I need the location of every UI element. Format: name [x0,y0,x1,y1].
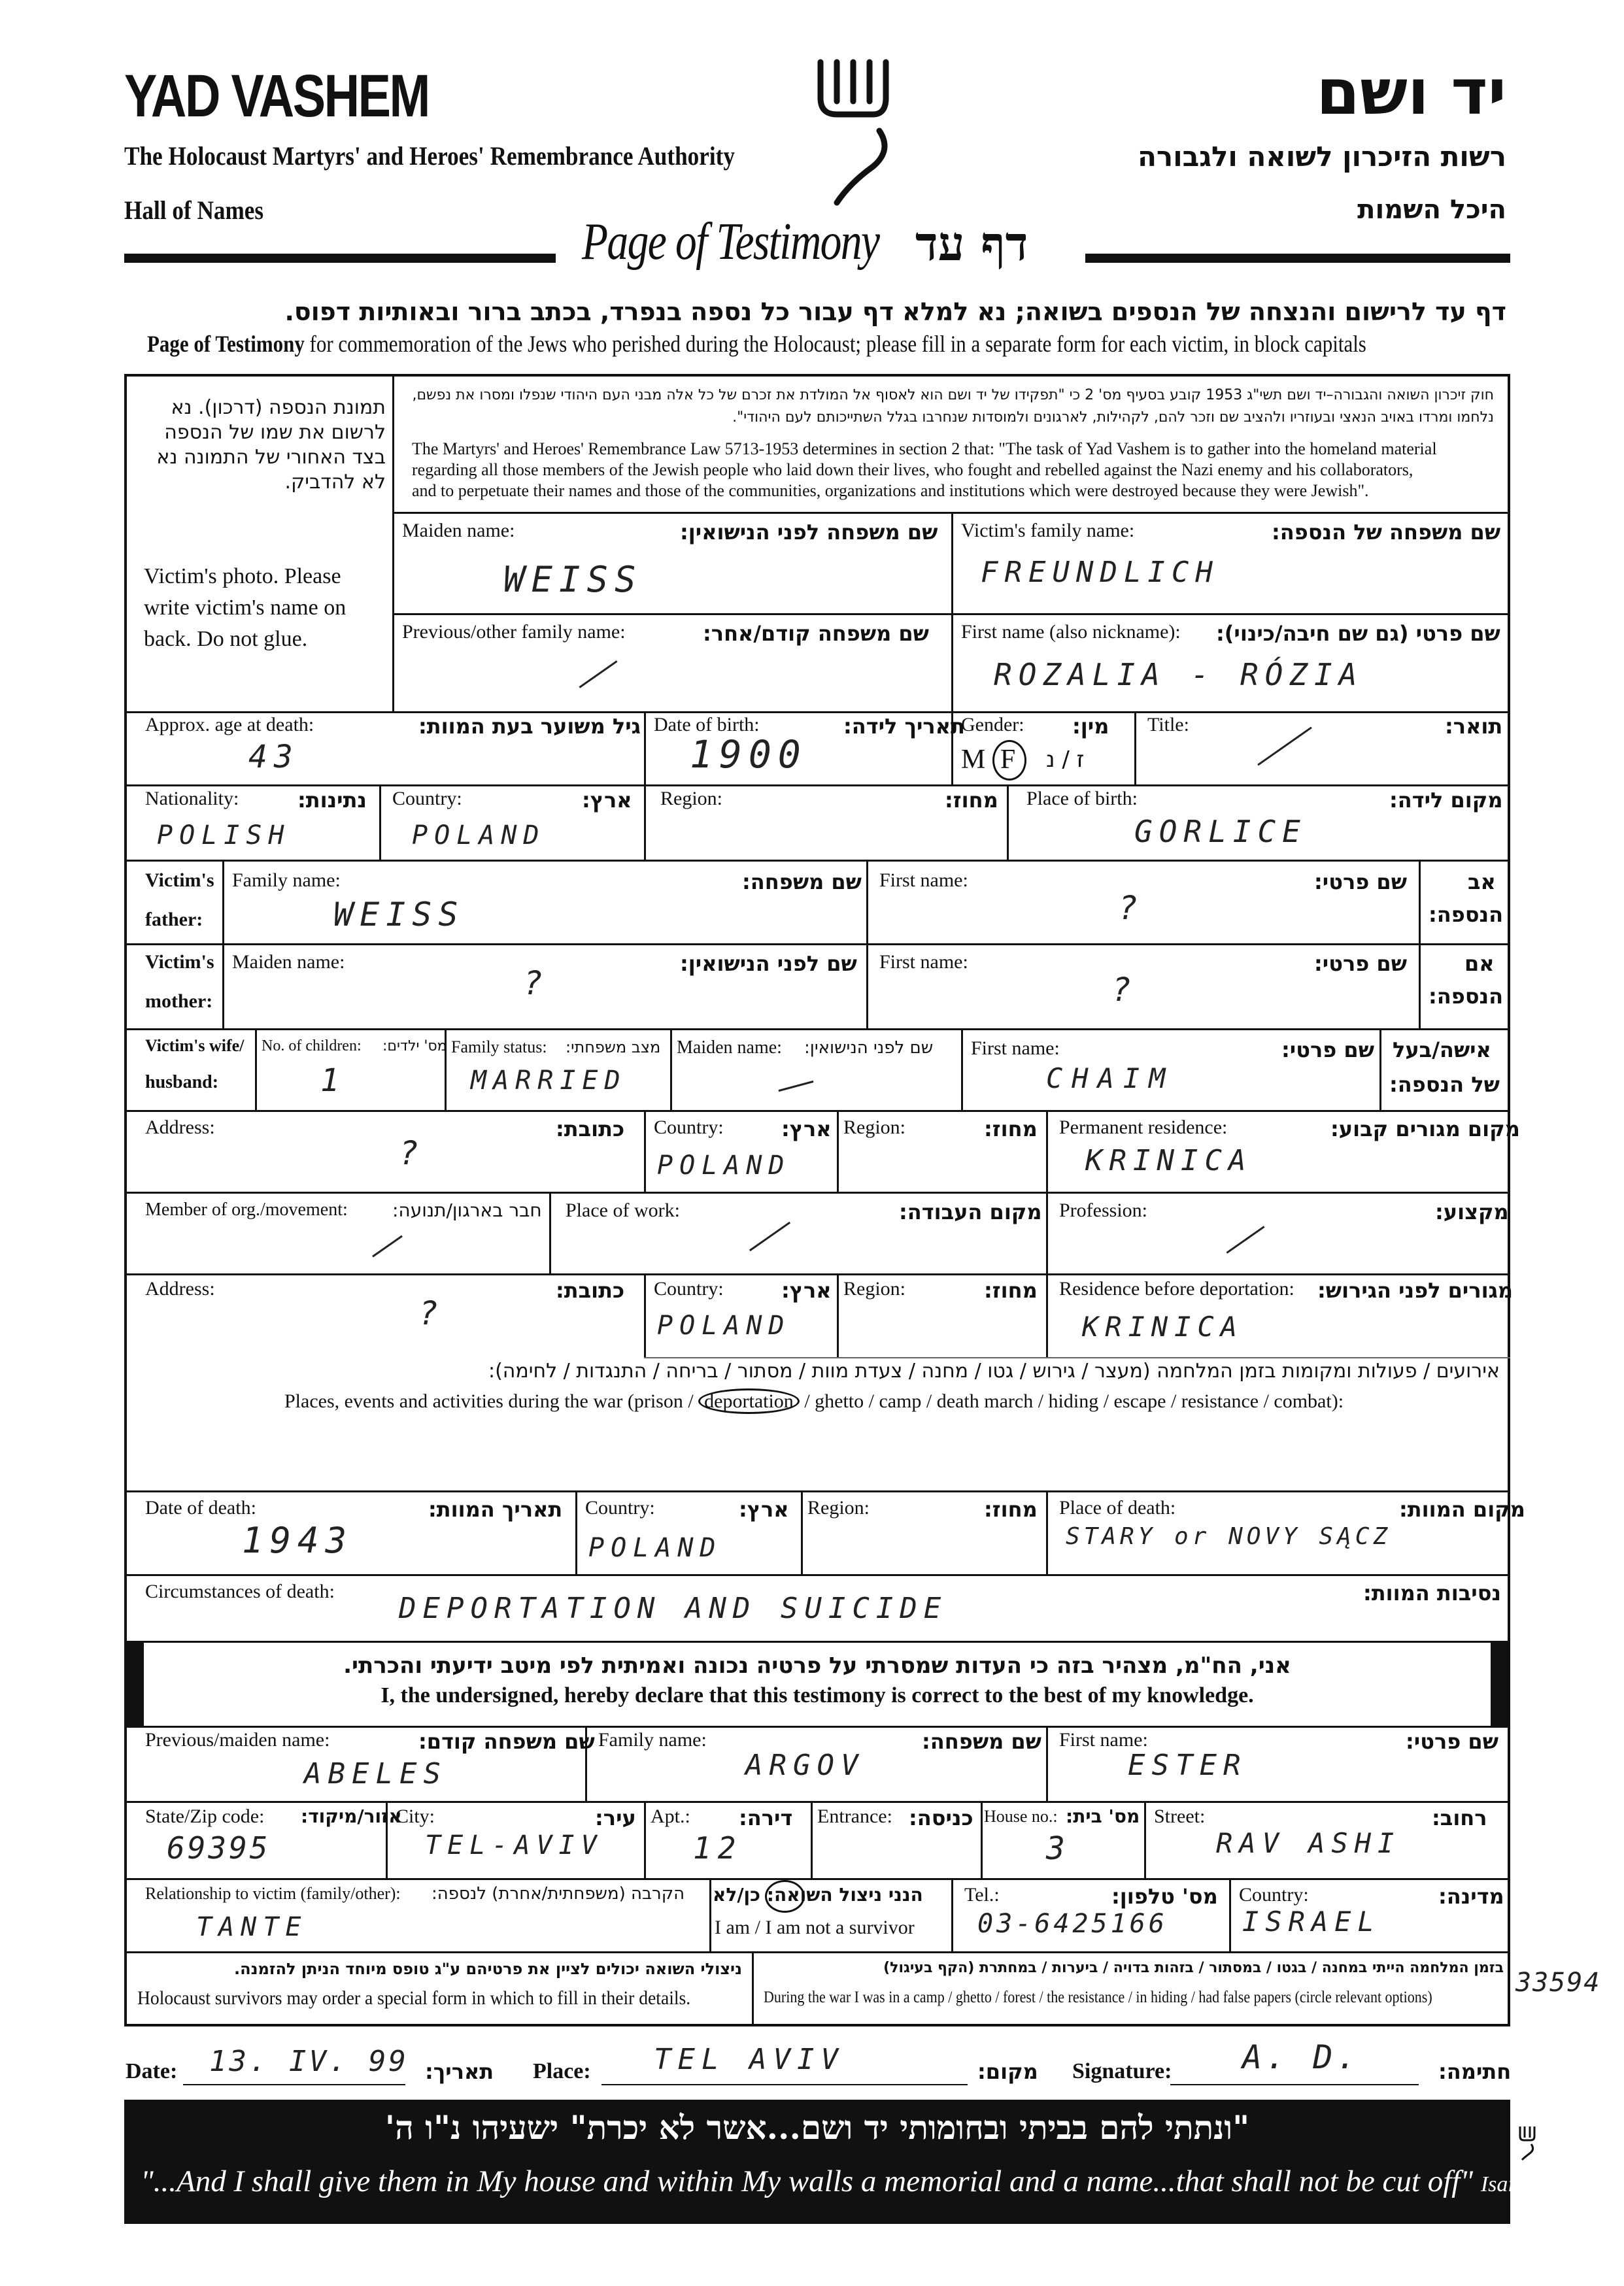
permanent-residence-label-he: מקום מגורים קבוע: [1330,1117,1520,1141]
gender-options-he: ז / נ [1046,747,1085,773]
submitter-first-label: First name: [1059,1729,1148,1751]
zip-label: State/Zip code: [145,1806,265,1827]
footer-quote-he: "ונתתי להם בביתי ובחומותי יד ושם...אשר לא יכרת" ישעיהו נ"ו ה' [384,2108,1250,2147]
authority-he: רשות הזיכרון לשואה ולגבורה [1138,141,1506,173]
birth-country-label-he: ארץ: [582,788,632,813]
death-circumstances-label-he: נסיבות המוות: [1363,1581,1501,1605]
entrance-label: Entrance: [817,1806,892,1827]
nationality-value[interactable]: POLISH [157,820,291,850]
declaration-he: אני, הח"מ, מצהיר בזה כי העדות שמסרתי על פרטיה נכונה ואמיתית לפי מיטב ידיעתי והכרתי. [343,1653,1291,1679]
law-text-en-1: The Martyrs' and Heroes' Remembrance Law 5713-1953 determines in section 2 that: "The task of Yad Vashem is to gather into the homeland material [412,439,1437,458]
photo-instructions-he: תמונת הנספה (דרכון). נא לרשום את שמו של הנספה בצד האחורי של התמונה נא לא להדביק. [156,396,386,494]
address1-value[interactable]: ? [399,1134,426,1172]
first-name-value[interactable]: ROZALIA - RÓZIA [994,657,1364,692]
house-label: House no.: [984,1807,1058,1826]
entrance-label-he: כניסה: [909,1806,973,1830]
house-label-he: מס' בית: [1066,1806,1140,1827]
father-row-label-he-2: הנספה: [1429,902,1504,927]
country1-value[interactable]: POLAND [657,1151,791,1181]
mother-first-label-he: שם פרטי: [1314,951,1407,976]
spouse-row-label-he-1: אישה/בעל [1393,1037,1491,1062]
submitter-country-label: Country: [1239,1884,1309,1906]
birth-region-label-he: מחוז: [945,788,998,813]
zip-value[interactable]: 69395 [167,1830,271,1866]
spouse-first-value[interactable]: CHAIM [1046,1062,1175,1094]
mother-first-value[interactable]: ? [1111,971,1138,1009]
birth-country-label: Country: [392,788,462,809]
death-region-label: Region: [807,1497,870,1519]
region2-label: Region: [843,1278,905,1300]
children-label-he: מס' ילדים: [382,1038,447,1054]
father-first-label: First name: [879,869,968,891]
region1-label-he: מחוז: [984,1117,1038,1141]
intro-en-bold: Page of Testimony [147,331,305,357]
yad-vashem-logo [811,52,896,209]
country1-label-he: ארץ: [781,1117,832,1141]
spouse-row-label-he-2: של הנספה: [1389,1072,1500,1097]
hall-he: היכל השמות [1357,195,1506,225]
father-row-label-1: Victim's [145,869,214,891]
city-value[interactable]: TEL-AVIV [425,1830,603,1860]
title-label-he: תואר: [1445,714,1503,739]
survivor-label-en[interactable]: I am / I am not a survivor [715,1917,915,1938]
father-first-label-he: שם פרטי: [1314,869,1407,894]
submitter-family-label: Family name: [598,1729,707,1751]
maiden-name-label-he: שם משפחה לפני הנישואין: [680,520,938,545]
age-value[interactable]: 43 [248,739,299,775]
first-name-label: First name (also nickname): [961,621,1181,643]
residence-before-value[interactable]: KRINICA [1082,1311,1244,1343]
children-value[interactable]: 1 [320,1062,346,1099]
place-of-birth-label-he: מקום לידה: [1389,788,1503,813]
gender-label: Gender: [961,714,1024,735]
street-label-he: רחוב: [1432,1806,1487,1830]
intro-en-text: for commemoration of the Jews who perished during the Holocaust; please fill in a separate form for each victim, in block capitals [304,331,1366,357]
place-of-birth-label: Place of birth: [1026,788,1138,809]
intro-en [147,330,1366,358]
family-name-value[interactable]: FREUNDLICH [981,556,1219,589]
law-text-en-3: and to perpetuate their names and those of the communities, organizations and institutions which were destroyed because they were Jewish". [412,481,1369,500]
father-first-value[interactable]: ? [1118,889,1145,927]
previous-family-name-label: Previous/other family name: [402,621,626,643]
gender-options[interactable]: M F [961,745,1020,775]
region1-label: Region: [843,1117,905,1138]
date-label: Date: [126,2059,178,2083]
address2-label-he: כתובת: [556,1278,625,1303]
page-title-en: Page of Testimony [582,213,879,271]
address1-label: Address: [145,1117,215,1138]
submitter-first-value[interactable]: ESTER [1128,1749,1247,1782]
mother-row-label-he-2: הנספה: [1429,984,1504,1009]
events-deportation-circled: deportation [698,1388,800,1414]
family-status-label: Family status: [451,1037,547,1056]
street-value[interactable]: RAV ASHI [1216,1827,1401,1859]
submitter-prev-label: Previous/maiden name: [145,1729,330,1751]
country2-label-he: ארץ: [781,1278,832,1303]
spouse-first-label-he: שם פרטי: [1281,1037,1374,1062]
footer-quote-ref: Isaiah, 56:5 [1480,2172,1589,2196]
profession-label: Profession: [1059,1200,1147,1221]
age-label: Approx. age at death: [145,714,314,735]
war-note-he: בזמן המלחמה הייתי במחנה / בגטו / במסתור / בזהות בדויה / ביערות / במחתרת (הקף בעיגול) [883,1960,1504,1976]
submitter-family-label-he: שם משפחה: [922,1729,1041,1754]
death-place-label: Place of death: [1059,1497,1176,1519]
age-label-he: גיל משוער בעת המוות: [418,714,641,739]
death-date-value[interactable]: 1943 [242,1520,354,1561]
street-label: Street: [1154,1806,1206,1827]
events-label-en [284,1390,1344,1413]
house-value[interactable]: 3 [1046,1830,1072,1867]
profession-label-he: מקצוע: [1435,1200,1509,1224]
margin-reference-number: 33594 [1515,1968,1601,1998]
country1-label: Country: [654,1117,724,1138]
father-family-label-he: שם משפחה: [742,869,862,894]
death-country-label: Country: [585,1497,655,1519]
intro-he: דף עד לרישום והנצחה של הנספים בשואה; נא למלא דף עבור כל נספה בנפרד, בכתב ברור ובאותיות דפוס. [284,297,1506,326]
death-circumstances-label: Circumstances of death: [145,1581,335,1602]
region2-label-he: מחוז: [984,1278,1038,1303]
death-date-label: Date of death: [145,1497,256,1519]
law-text-en-2: regarding all those members of the Jewish people who laid down their lives, who fought and rebelled against the Nazi enemy and his collaborators, [412,460,1413,479]
address1-label-he: כתובת: [556,1117,625,1141]
father-family-value[interactable]: WEISS [333,896,465,933]
submitter-country-label-he: מדינה: [1438,1884,1504,1909]
title-label: Title: [1147,714,1189,735]
birth-country-value[interactable]: POLAND [412,820,546,850]
org-name-he: יד ושם [1316,56,1506,129]
dob-label: Date of birth: [654,714,760,735]
nationality-label: Nationality: [145,788,239,809]
previous-family-name-label-he: שם משפחה קודם/אחר: [703,621,929,646]
member-org-label-he: חבר בארגון/תנועה: [392,1200,542,1221]
residence-before-label-he: מגורים לפני הגירוש: [1317,1278,1514,1303]
org-name-en: YAD VASHEM [124,63,429,129]
family-name-label: Victim's family name: [961,520,1135,541]
page-title-he: דף עד [915,216,1028,271]
tel-label-he: מס' טלפון: [1111,1884,1218,1909]
city-label-he: עיר: [595,1806,636,1830]
events-label-he: אירועים / פעולות ומקומות בזמן המלחמה (מעצר / גירוש / גטו / מחנה / צעדת מוות / מסתור / בריחה / התנגדות / לחימה): [488,1360,1500,1383]
place-of-work-label: Place of work: [566,1200,680,1221]
dob-value[interactable]: 1900 [690,732,807,777]
city-label: City: [396,1806,435,1827]
death-country-label-he: ארץ: [739,1497,789,1522]
death-date-label-he: תאריך המוות: [428,1497,563,1522]
zip-label-he: אזור/מיקוד: [301,1806,402,1827]
death-place-label-he: מקום המוות: [1399,1497,1525,1522]
address2-value[interactable]: ? [418,1294,445,1332]
address2-label: Address: [145,1278,215,1300]
tel-value[interactable]: 03-6425166 [977,1909,1168,1939]
apt-value[interactable]: 12 [693,1830,743,1866]
relationship-value[interactable]: TANTE [196,1912,308,1942]
death-country-value[interactable]: POLAND [588,1533,722,1563]
member-org-label: Member of org./movement: [145,1200,348,1220]
birth-region-label: Region: [660,788,722,809]
children-label: No. of children: [262,1037,362,1054]
tel-label: Tel.: [964,1884,1000,1906]
relationship-label: Relationship to victim (family/other): [145,1884,401,1903]
signature-label: Signature: [1072,2059,1172,2083]
survivor-no-circle [765,1880,805,1913]
gender-f-circle [992,740,1026,781]
submitter-prev-label-he: שם משפחה קודם: [418,1729,595,1754]
submitter-first-label-he: שם פרטי: [1406,1729,1498,1754]
place-label: Place: [533,2059,591,2083]
mother-maiden-label: Maiden name: [232,951,345,973]
footer-quote-en-text: "...And I shall give them in My house and within My walls a memorial and a name...that shall not be cut off" [141,2164,1474,2198]
maiden-name-label: Maiden name: [402,520,515,541]
nationality-label-he: נתינות: [297,788,367,813]
mother-row-label-2: mother: [145,990,213,1012]
signature-value[interactable]: A. D. [1242,2038,1361,2076]
spouse-row-label-1: Victim's wife/ [145,1036,245,1055]
gender-label-he: מין: [1072,714,1109,739]
relationship-label-he: הקרבה (משפחתית/אחרת) לנספה: [431,1884,685,1904]
war-note-en: During the war I was in a camp / ghetto / forest / the resistance / in hiding / had false papers (circle relevant options) [764,1989,1432,2006]
mother-maiden-value[interactable]: ? [523,964,550,1002]
place-label-he: מקום: [977,2059,1038,2084]
father-row-label-he-1: אב [1468,869,1496,894]
father-row-label-2: father: [145,909,203,930]
death-circumstances-value[interactable]: DEPORTATION AND SUICIDE [399,1592,948,1625]
place-of-work-label-he: מקום העבודה: [899,1200,1042,1224]
maiden-name-value[interactable]: WEISS [503,559,643,600]
date-label-he: תאריך: [425,2059,494,2084]
hall-en: Hall of Names [124,195,264,225]
spouse-maiden-label-he: שם לפני הנישואין: [804,1038,934,1058]
family-status-label-he: מצב משפחתי: [566,1038,661,1056]
submitter-family-value[interactable]: ARGOV [745,1749,865,1782]
spouse-maiden-label: Maiden name: [677,1037,782,1058]
submitter-country-value[interactable]: ISRAEL [1242,1906,1381,1938]
place-of-birth-value[interactable]: GORLICE [1134,814,1307,849]
residence-before-label: Residence before deportation: [1059,1278,1294,1300]
father-family-label: Family name: [232,869,341,891]
spouse-row-label-2: husband: [145,1072,219,1092]
declaration-en: I, the undersigned, hereby declare that this testimony is correct to the best of my knowledge. [381,1683,1254,1707]
survivor-label-he: הנני ניצול השואה: כן/לא [713,1884,923,1906]
country2-label: Country: [654,1278,724,1300]
dob-label-he: תאריך לידה: [843,714,965,739]
signature-label-he: חתימה: [1438,2059,1512,2084]
death-region-label-he: מחוז: [984,1497,1038,1522]
apt-label-he: דירה: [739,1806,793,1830]
footer-logo-icon [1518,2125,1536,2160]
mother-first-label: First name: [879,951,968,973]
mother-row-label-1: Victim's [145,951,214,973]
permanent-residence-label: Permanent residence: [1059,1117,1228,1138]
permanent-residence-value[interactable]: KRINICA [1085,1144,1253,1177]
footer-quote-en [141,2164,1588,2199]
mother-maiden-label-he: שם לפני הנישואין: [680,951,857,976]
place-value[interactable]: TEL AVIV [654,2043,845,2076]
spouse-first-label: First name: [971,1037,1060,1059]
death-place-value[interactable]: STARY or NOVY SĄCZ [1066,1523,1392,1550]
submitter-prev-value[interactable]: ABELES [304,1757,447,1790]
mother-row-label-he-1: אם [1464,951,1495,976]
authority-en: The Holocaust Martyrs' and Heroes' Remembrance Authority [124,141,735,171]
survivor-note-en: Holocaust survivors may order a special form in which to fill in their details. [137,1987,691,2009]
first-name-label-he: שם פרטי (גם שם חיבה/כינוי): [1216,621,1500,646]
photo-instructions-en: Victim's photo. Please write victim's name on back. Do not glue. [144,564,347,651]
law-text-he: חוק זיכרון השואה והגבורה–יד ושם תשי"ג 1953 קובע בסעיף מס' 2 כי "תפקידו של יד ושם הוא לאסוף אל המולדת את זכרם של כל אלה מבני העם היהודי שנפלו ומסרו את נפשם, נלחמו ומרדו באויב הנאצי ובעוזריו ולהציב שם וזכר להם, לקהילות, לארגונים ולמוסדות שנחרבו בגלל השתייכותם לעם היהודי". [412,387,1494,426]
date-value[interactable]: 13. IV. 99 [209,2045,409,2078]
survivor-note-he: ניצולי השואה יכולים לציין את פרטיהם ע"ג טופס מיוחד הניתן להזמנה. [234,1960,742,1978]
family-name-label-he: שם משפחה של הנספה: [1272,520,1501,545]
family-status-value[interactable]: MARRIED [471,1066,627,1096]
events-label-en-pre: Places, events and activities during the war (prison / [284,1390,694,1412]
events-label-en-post: / ghetto / camp / death march / hiding / escape / resistance / combat): [804,1390,1344,1412]
country2-value[interactable]: POLAND [657,1311,791,1341]
apt-label: Apt.: [651,1806,690,1827]
